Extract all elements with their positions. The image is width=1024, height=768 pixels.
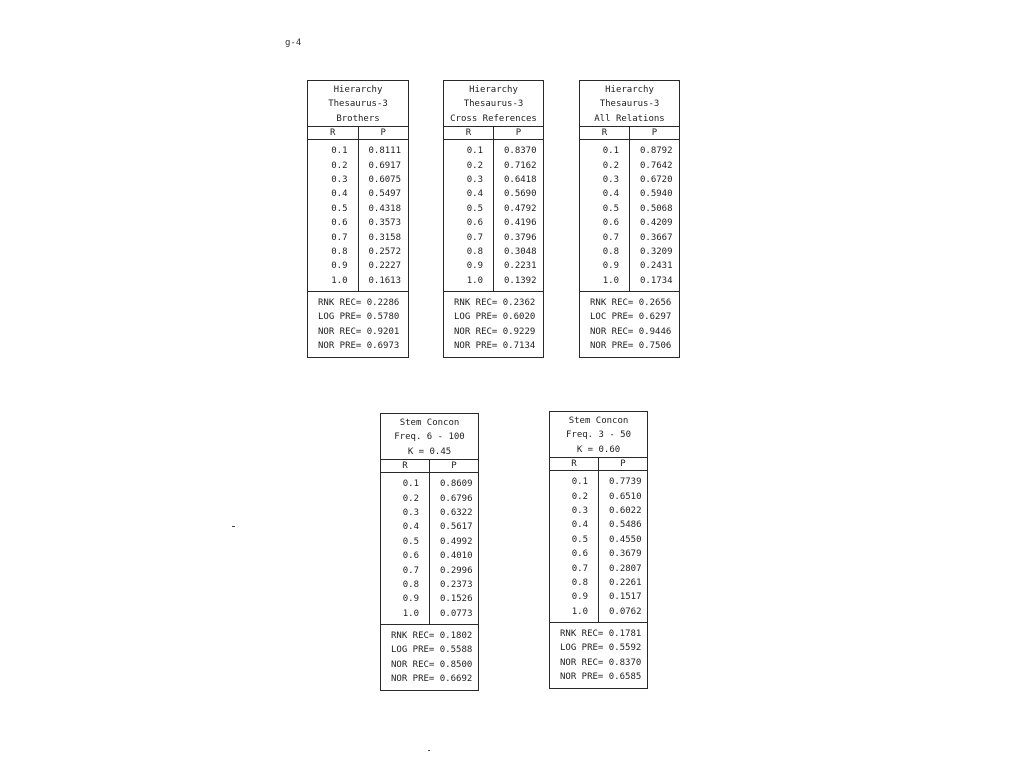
table-body xyxy=(580,140,679,292)
table-title xyxy=(550,412,647,458)
recall-cell: 0.1 xyxy=(466,146,483,157)
table-title-line: Hierarchy xyxy=(469,85,518,95)
precision-cell: 0.5940 xyxy=(640,189,673,200)
column-header-precision: P xyxy=(651,128,658,139)
column-header-precision: P xyxy=(451,461,457,472)
recall-cell: 0.9 xyxy=(466,261,483,272)
recall-cell: 0.2 xyxy=(402,493,419,504)
precision-cell: 0.3679 xyxy=(609,549,642,560)
recall-cell: 0.7 xyxy=(402,565,419,576)
precision-cell: 0.3573 xyxy=(368,218,402,229)
recall-cell: 0.2 xyxy=(602,160,619,171)
recall-cell: 0.7 xyxy=(571,563,588,574)
recall-cell: 0.8 xyxy=(466,246,483,257)
precision-cell: 0.2807 xyxy=(609,563,642,574)
summary-line: LOC PRE= 0.6297 xyxy=(590,312,672,323)
table-title-line: Cross References xyxy=(450,113,537,124)
recall-cell: 0.3 xyxy=(571,505,588,516)
summary-line: RNK REC= 0.1802 xyxy=(391,631,473,642)
precision-cell: 0.6022 xyxy=(609,505,642,516)
summary-block xyxy=(381,625,478,690)
summary-block xyxy=(580,292,679,357)
precision-cell: 0.2231 xyxy=(504,261,537,272)
precision-cell: 0.1734 xyxy=(640,275,673,286)
precision-cell: 0.2261 xyxy=(609,577,642,588)
precision-cell: 0.2572 xyxy=(368,246,402,257)
recall-column xyxy=(550,471,599,622)
recall-cell: 0.3 xyxy=(402,507,419,518)
recall-cell: 0.4 xyxy=(402,522,419,533)
recall-cell: 0.3 xyxy=(466,174,483,185)
recall-column xyxy=(381,473,430,624)
results-table xyxy=(579,80,680,358)
summary-line: NOR REC= 0.8500 xyxy=(391,659,473,670)
precision-cell: 0.3158 xyxy=(368,232,402,243)
precision-cell: 0.5617 xyxy=(440,522,473,533)
table-title-line: Freq. 3 - 50 xyxy=(565,430,632,441)
recall-cell: 0.9 xyxy=(331,261,348,272)
table-title xyxy=(444,81,543,127)
precision-cell: 0.1526 xyxy=(440,594,473,605)
precision-cell: 0.3048 xyxy=(504,246,537,257)
recall-column xyxy=(444,140,494,291)
summary-line: NOR PRE= 0.7134 xyxy=(454,341,536,352)
recall-cell: 0.6 xyxy=(331,218,348,229)
recall-cell: 0.7 xyxy=(466,232,483,243)
precision-cell: 0.3209 xyxy=(640,246,673,257)
column-headers xyxy=(580,127,679,140)
recall-cell: 0.2 xyxy=(466,160,483,171)
summary-line: NOR REC= 0.9201 xyxy=(318,326,400,337)
summary-line: LOG PRE= 0.5780 xyxy=(318,312,400,323)
precision-cell: 0.2373 xyxy=(440,579,473,590)
precision-cell: 0.2996 xyxy=(440,565,473,576)
summary-line: RNK REC= 0.2656 xyxy=(590,298,672,309)
recall-cell: 0.4 xyxy=(571,520,588,531)
recall-cell: 0.4 xyxy=(331,189,348,200)
precision-cell: 0.5690 xyxy=(504,189,537,200)
precision-cell: 0.4792 xyxy=(504,203,537,214)
table-title-line: Hierarchy xyxy=(333,85,383,95)
column-header-recall: R xyxy=(550,458,599,470)
table-title-line: Thesaurus-3 xyxy=(599,99,660,110)
recall-cell: 1.0 xyxy=(571,606,588,617)
precision-cell: 0.7642 xyxy=(640,160,673,171)
precision-cell: 0.1517 xyxy=(609,592,642,603)
recall-column xyxy=(580,140,630,291)
recall-cell: 0.6 xyxy=(402,551,419,562)
recall-cell: 0.6 xyxy=(571,549,588,560)
recall-cell: 0.4 xyxy=(602,189,619,200)
recall-cell: 0.6 xyxy=(602,218,619,229)
precision-cell: 0.3796 xyxy=(504,232,537,243)
table-title-line: All Relations xyxy=(594,113,665,124)
recall-cell: 0.9 xyxy=(602,261,619,272)
recall-cell: 0.8 xyxy=(602,246,619,257)
summary-line: NOR PRE= 0.7506 xyxy=(590,341,672,352)
recall-cell: 0.9 xyxy=(571,592,588,603)
table-title-line: Thesaurus-3 xyxy=(463,99,524,110)
precision-column xyxy=(630,140,679,291)
column-headers xyxy=(381,460,478,473)
table-body xyxy=(550,471,647,623)
summary-block xyxy=(550,623,647,688)
precision-cell: 0.6075 xyxy=(368,174,402,185)
column-header-recall: R xyxy=(444,127,494,139)
precision-cell: 0.8370 xyxy=(504,146,537,157)
results-table xyxy=(443,80,544,358)
recall-cell: 0.8 xyxy=(571,577,588,588)
precision-cell: 0.2431 xyxy=(640,261,673,272)
precision-cell: 0.4209 xyxy=(640,218,673,229)
column-header-recall: R xyxy=(580,127,630,139)
page-mark: g-4 xyxy=(285,38,302,48)
recall-cell: 0.3 xyxy=(602,174,619,185)
recall-cell: 0.1 xyxy=(571,477,588,488)
precision-cell: 0.6322 xyxy=(440,507,473,518)
results-table xyxy=(549,411,648,689)
summary-line: LOG PRE= 0.6020 xyxy=(454,312,536,323)
summary-line: RNK REC= 0.2286 xyxy=(318,298,400,309)
precision-cell: 0.6418 xyxy=(504,174,537,185)
recall-cell: 0.7 xyxy=(331,232,348,243)
precision-cell: 0.0773 xyxy=(440,608,473,619)
precision-cell: 0.8792 xyxy=(640,146,673,157)
precision-cell: 0.2227 xyxy=(368,261,402,272)
recall-cell: 0.4 xyxy=(466,189,483,200)
recall-column xyxy=(308,140,359,291)
recall-cell: 0.6 xyxy=(466,218,483,229)
table-title-line: Freq. 6 - 100 xyxy=(394,432,465,443)
precision-cell: 0.6720 xyxy=(640,174,673,185)
precision-cell: 0.4550 xyxy=(609,534,642,545)
precision-cell: 0.4992 xyxy=(440,536,473,547)
summary-line: NOR PRE= 0.6973 xyxy=(318,341,400,352)
recall-cell: 0.8 xyxy=(331,246,348,257)
recall-cell: 0.8 xyxy=(402,579,419,590)
precision-cell: 0.5068 xyxy=(640,203,673,214)
recall-cell: 0.2 xyxy=(331,160,348,171)
precision-column xyxy=(359,140,409,291)
summary-block xyxy=(444,292,543,357)
column-headers xyxy=(444,127,543,140)
summary-line: NOR REC= 0.9446 xyxy=(590,326,672,337)
precision-cell: 0.1613 xyxy=(368,275,402,286)
precision-column xyxy=(430,473,478,624)
table-title-line: Stem Concon xyxy=(399,418,460,428)
summary-line: NOR REC= 0.8370 xyxy=(560,657,642,668)
recall-cell: 0.5 xyxy=(571,534,588,545)
recall-cell: 0.5 xyxy=(466,203,483,214)
precision-cell: 0.0762 xyxy=(609,606,642,617)
precision-column xyxy=(599,471,647,622)
scan-speck xyxy=(232,526,235,527)
precision-cell: 0.5497 xyxy=(368,189,402,200)
precision-cell: 0.8111 xyxy=(368,146,402,157)
precision-cell: 0.1392 xyxy=(504,275,537,286)
table-body xyxy=(381,473,478,625)
column-headers xyxy=(308,127,408,140)
precision-cell: 0.4318 xyxy=(368,203,402,214)
summary-line: RNK REC= 0.1781 xyxy=(560,629,642,640)
table-title-line: Stem Concon xyxy=(568,416,629,426)
precision-cell: 0.6796 xyxy=(440,493,473,504)
precision-cell: 0.6510 xyxy=(609,491,642,502)
column-header-recall: R xyxy=(308,127,359,139)
precision-cell: 0.7162 xyxy=(504,160,537,171)
summary-line: LOG PRE= 0.5592 xyxy=(560,643,642,654)
recall-cell: 0.7 xyxy=(602,232,619,243)
recall-cell: 1.0 xyxy=(466,275,483,286)
recall-cell: 0.3 xyxy=(331,174,348,185)
recall-cell: 0.5 xyxy=(402,536,419,547)
results-table xyxy=(380,413,479,691)
column-headers xyxy=(550,458,647,471)
precision-cell: 0.4010 xyxy=(440,551,473,562)
recall-cell: 0.5 xyxy=(331,203,348,214)
precision-cell: 0.7739 xyxy=(609,477,642,488)
precision-cell: 0.3667 xyxy=(640,232,673,243)
results-table xyxy=(307,80,409,358)
summary-line: NOR PRE= 0.6692 xyxy=(391,674,473,685)
recall-cell: 1.0 xyxy=(402,608,419,619)
recall-cell: 0.5 xyxy=(602,203,619,214)
recall-cell: 1.0 xyxy=(602,275,619,286)
scan-speck xyxy=(428,750,430,751)
summary-line: LOG PRE= 0.5588 xyxy=(391,645,473,656)
summary-line: NOR REC= 0.9229 xyxy=(454,326,536,337)
table-body xyxy=(444,140,543,292)
column-header-precision: P xyxy=(620,459,626,470)
table-title xyxy=(308,81,408,127)
recall-cell: 0.9 xyxy=(402,594,419,605)
column-header-recall: R xyxy=(381,460,430,472)
recall-cell: 0.1 xyxy=(402,479,419,490)
precision-cell: 0.5486 xyxy=(609,520,642,531)
table-title-line: Hierarchy xyxy=(605,85,654,95)
precision-cell: 0.8609 xyxy=(440,479,473,490)
table-title xyxy=(580,81,679,127)
summary-line: RNK REC= 0.2362 xyxy=(454,298,536,309)
recall-cell: 1.0 xyxy=(331,275,348,286)
precision-column xyxy=(494,140,543,291)
table-title xyxy=(381,414,478,460)
table-title-line: K = 0.45 xyxy=(407,446,452,457)
summary-line: NOR PRE= 0.6585 xyxy=(560,672,642,683)
precision-cell: 0.4196 xyxy=(504,218,537,229)
table-body xyxy=(308,140,408,292)
table-title-line: Brothers xyxy=(336,113,380,124)
column-header-precision: P xyxy=(515,128,522,139)
table-title-line: K = 0.60 xyxy=(576,444,621,455)
table-title-line: Thesaurus-3 xyxy=(328,99,388,110)
column-header-precision: P xyxy=(380,128,386,139)
recall-cell: 0.1 xyxy=(331,146,348,157)
precision-cell: 0.6917 xyxy=(368,160,402,171)
recall-cell: 0.1 xyxy=(602,146,619,157)
summary-block xyxy=(308,292,408,357)
recall-cell: 0.2 xyxy=(571,491,588,502)
